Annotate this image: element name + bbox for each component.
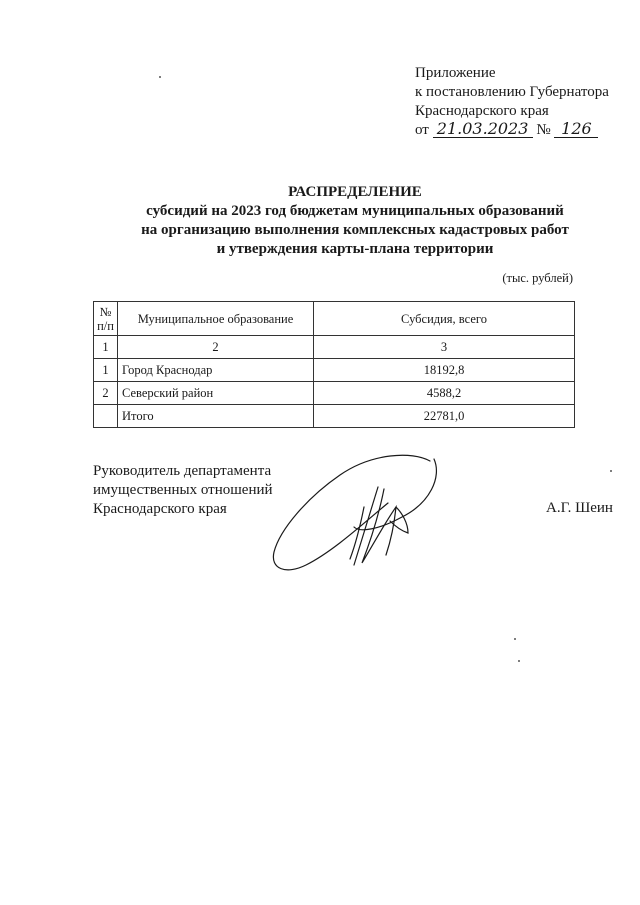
- appendix-header: [415, 64, 609, 140]
- table-row: [94, 359, 575, 382]
- signatory-name: А.Г. Шеин: [546, 500, 613, 516]
- title-line-3: и утверждения карты-плана территории: [216, 241, 494, 257]
- handwritten-signature: [262, 447, 452, 587]
- handwritten-number: 126: [554, 121, 598, 138]
- appendix-line-2: к постановлению Губернатора: [415, 84, 609, 100]
- row-subsidy: 18192,8: [314, 359, 575, 382]
- number-prefix: №: [536, 122, 551, 138]
- position-line-2: имущественных отношений: [93, 482, 273, 498]
- document-title: [90, 183, 620, 259]
- title-heading: РАСПРЕДЕЛЕНИЕ: [288, 184, 422, 200]
- position-line-1: Руководитель департамента: [93, 463, 272, 479]
- total-row: [94, 405, 575, 428]
- appendix-line-3: Краснодарского края: [415, 103, 549, 119]
- header-municipality: Муниципальное образование: [118, 302, 314, 336]
- title-line-1: субсидий на 2023 год бюджетам муниципальных образований: [146, 203, 564, 219]
- column-number-1: 1: [94, 336, 118, 359]
- signatory-position: [93, 462, 273, 519]
- row-number: 1: [94, 359, 118, 382]
- appendix-date-line: [415, 121, 609, 140]
- title-line-2: на организацию выполнения комплексных кадастровых работ: [141, 222, 569, 238]
- total-number: [94, 405, 118, 428]
- column-numbers-row: [94, 336, 575, 359]
- column-number-3: 3: [314, 336, 575, 359]
- scan-speck: [514, 638, 516, 640]
- row-municipality: Город Краснодар: [118, 359, 314, 382]
- header-number-abbr: п/п: [97, 318, 114, 333]
- header-subsidy: Субсидия, всего: [314, 302, 575, 336]
- column-number-2: 2: [118, 336, 314, 359]
- subsidy-table: [93, 301, 575, 428]
- scan-speck: [159, 76, 161, 78]
- scan-speck: [518, 660, 520, 662]
- appendix-line-1: Приложение: [415, 65, 496, 81]
- scan-speck: [610, 470, 612, 472]
- row-number: 2: [94, 382, 118, 405]
- handwritten-date: 21.03.2023: [433, 121, 533, 138]
- header-number-sign: №: [99, 304, 112, 319]
- position-line-3: Краснодарского края: [93, 501, 227, 517]
- row-subsidy: 4588,2: [314, 382, 575, 405]
- total-value: 22781,0: [314, 405, 575, 428]
- table-row: [94, 382, 575, 405]
- date-prefix: от: [415, 122, 429, 138]
- units-note: (тыс. рублей): [502, 271, 573, 285]
- total-label: Итого: [118, 405, 314, 428]
- header-number: [94, 302, 118, 336]
- row-municipality: Северский район: [118, 382, 314, 405]
- table-header-row: [94, 302, 575, 336]
